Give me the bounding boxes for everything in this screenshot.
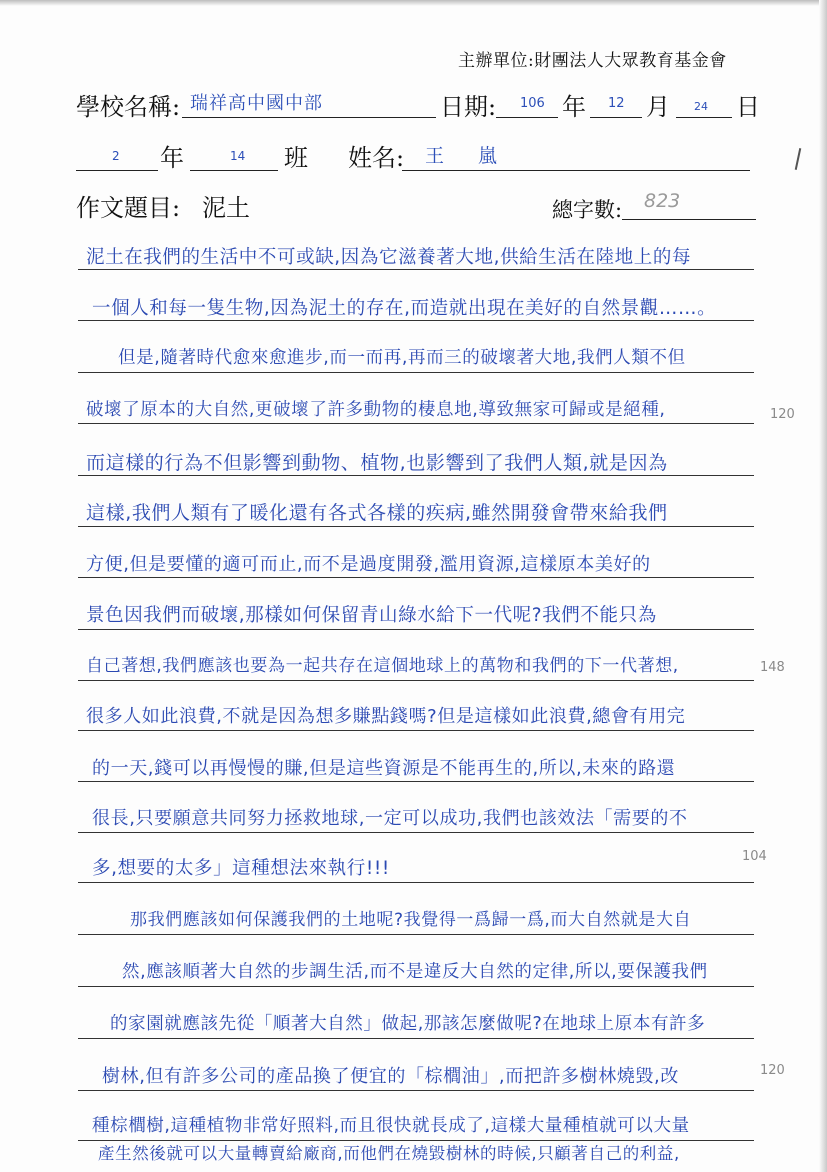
ruled-line: [78, 680, 754, 681]
date-day-value: 24: [694, 100, 708, 113]
topic-value: 泥土: [202, 194, 250, 222]
school-underline: [182, 117, 436, 118]
essay-line-8: 景色因我們而破壞,那樣如何保留青山綠水給下一代呢?我們不能只為: [86, 605, 657, 626]
essay-line-6: 這樣,我們人類有了暖化還有各式各樣的疾病,雖然開發會帶來給我們: [86, 502, 668, 524]
date-year-value: 106: [520, 96, 545, 111]
organizer-text: 主辦單位:財團法人大眾教育基金會: [458, 51, 727, 71]
margin-count: 120: [760, 1063, 785, 1078]
essay-line-15: 然,應該順著大自然的步調生活,而不是違反大自然的定律,所以,要保護我們: [122, 962, 708, 982]
name-underline: [402, 170, 750, 171]
ruled-line: [78, 269, 754, 270]
wordcount-underline: [622, 219, 756, 220]
ruled-line: [78, 1038, 754, 1039]
ruled-line: [78, 781, 754, 782]
day-underline: [676, 117, 732, 118]
scan-top-edge: [0, 0, 827, 6]
month-label: 月: [646, 93, 670, 121]
ruled-line: [78, 577, 754, 578]
date-month-value: 12: [608, 96, 625, 111]
month-underline: [590, 117, 642, 118]
essay-line-19: 產生然後就可以大量轉賣給廠商,而他們在燒毀樹林的時候,只顧著自己的利益,: [98, 1144, 680, 1163]
ruled-line: [78, 1090, 754, 1091]
essay-line-4: 破壞了原本的大自然,更破壞了許多動物的棲息地,導致無家可歸或是絕種,: [86, 400, 666, 420]
grade-label: 年: [160, 144, 184, 172]
essay-line-11: 的一天,錢可以再慢慢的賺,但是這些資源是不能再生的,所以,未來的路還: [92, 758, 676, 779]
margin-count: 120: [770, 407, 795, 422]
ruled-line: [78, 423, 754, 424]
essay-line-7: 方便,但是要懂的適可而止,而不是過度開發,濫用資源,這樣原本美好的: [86, 554, 651, 575]
name-label: 姓名:: [348, 144, 405, 172]
ruled-line: [78, 1140, 754, 1141]
essay-line-10: 很多人如此浪費,不就是因為想多賺點錢嗎?但是這樣如此浪費,總會有用完: [86, 706, 686, 727]
wordcount-label: 總字數:: [552, 198, 623, 222]
ruled-line: [78, 986, 754, 987]
ruled-line: [78, 882, 754, 883]
school-value: 瑞祥高中國中部: [190, 93, 323, 114]
ruled-line: [78, 372, 754, 373]
essay-line-3: 但是,隨著時代愈來愈進步,而一而再,再而三的破壞著大地,我們人類不但: [118, 348, 686, 368]
school-label: 學校名稱:: [76, 93, 181, 121]
year-label: 年: [562, 93, 586, 121]
grade-value: 2: [112, 149, 120, 163]
essay-line-13: 多,想要的太多」這種想法來執行!!!: [92, 858, 390, 879]
day-label: 日: [736, 93, 760, 121]
essay-line-9: 自己著想,我們應該也要為一起共存在這個地球上的萬物和我們的下一代著想,: [86, 656, 679, 676]
essay-line-12: 很長,只要願意共同努力拯救地球,一定可以成功,我們也該效法「需要的不: [92, 808, 688, 829]
class-value: 14: [230, 149, 246, 163]
ruled-line: [78, 526, 754, 527]
ruled-line: [78, 730, 754, 731]
class-underline: [190, 170, 278, 171]
year-underline: [496, 117, 558, 118]
wordcount-value: 823: [644, 190, 681, 212]
ruled-line: [78, 934, 754, 935]
ruled-line: [78, 629, 754, 630]
ruled-line: [78, 832, 754, 833]
essay-line-17: 樹林,但有許多公司的產品換了便宜的「棕櫚油」,而把許多樹林燒毀,改: [102, 1066, 679, 1087]
margin-count: 104: [742, 849, 767, 864]
topic-label: 作文題目:: [76, 194, 181, 222]
ruled-line: [78, 320, 754, 321]
scan-right-edge: [819, 0, 827, 1172]
class-label: 班: [284, 144, 308, 172]
essay-line-18: 種棕櫚樹,這種植物非常好照料,而且很快就長成了,這樣大量種植就可以大量: [92, 1116, 690, 1136]
pen-stray-mark: [795, 148, 802, 170]
ruled-line: [78, 475, 754, 476]
date-label: 日期:: [440, 93, 497, 121]
margin-count: 148: [760, 660, 785, 675]
essay-line-1: 泥土在我們的生活中不可或缺,因為它滋養著大地,供給生活在陸地上的每: [86, 247, 692, 268]
grade-underline: [76, 170, 158, 171]
essay-line-16: 的家園就應該先從「順著大自然」做起,那該怎麼做呢?在地球上原本有許多: [110, 1014, 706, 1034]
essay-line-2: 一個人和每一隻生物,因為泥土的存在,而造就出現在美好的自然景觀……。: [92, 298, 717, 319]
essay-line-5: 而這樣的行為不但影響到動物、植物,也影響到了我們人類,就是因為: [86, 452, 668, 474]
essay-line-14: 那我們應該如何保護我們的土地呢?我覺得一爲歸一爲,而大自然就是大自: [130, 910, 692, 930]
name-value: 王 嵐: [425, 145, 512, 167]
